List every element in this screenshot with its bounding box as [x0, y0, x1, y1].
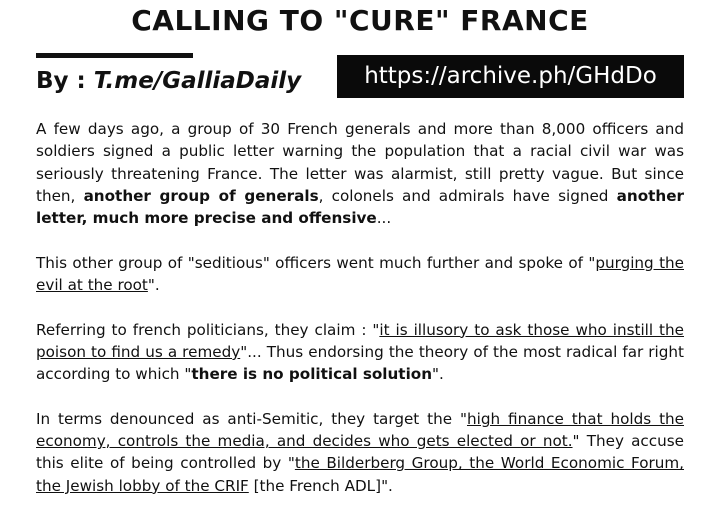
- byline-handle: T.me/GalliaDaily: [93, 68, 302, 94]
- title-underline-rule: [36, 53, 193, 58]
- paragraph-2: [36, 252, 684, 297]
- underlined-quote: it is illusory to ask those who instill the poison to find us a remedy: [36, 320, 684, 361]
- underlined-quote: purging the evil at the root: [36, 253, 684, 295]
- text: , colonels and admirals have signed: [318, 186, 617, 205]
- bold-phrase: another group of generals: [83, 186, 319, 205]
- paragraph-3: [36, 319, 684, 386]
- underlined-quote: the Bilderberg Group, the World Economic Forum, the Jewish lobby of the CRIF: [36, 454, 684, 495]
- text: ...: [376, 209, 392, 228]
- text: A few days ago, a group of 30 French generals and more than 8,000 officers and soldiers signed a public letter warning the population that a racial civil war was seriously threatening France. The letter was alarmist, still pretty vague. But since then,: [36, 120, 684, 205]
- archive-url-banner: https://archive.ph/GHdDo: [337, 55, 684, 98]
- article-body: [36, 118, 684, 519]
- text: " They accuse this elite of being controlled by ": [36, 432, 684, 473]
- text: In terms denounced as anti-Semitic, they target the ": [36, 409, 467, 428]
- text: Referring to french politicians, they claim : ": [36, 320, 380, 339]
- text: "... Thus endorsing the theory of the most radical far right according to which ": [36, 342, 684, 384]
- paragraph-1: [36, 118, 684, 229]
- paragraph-4: [36, 408, 684, 497]
- underlined-quote: high finance that holds the economy, controls the media, and decides who gets elected or not.: [36, 409, 684, 451]
- text: ".: [147, 276, 160, 295]
- bold-phrase: there is no political solution: [191, 365, 433, 384]
- text: ".: [432, 365, 444, 384]
- byline-prefix: By :: [36, 68, 94, 94]
- page-title: CALLING TO "CURE" FRANCE: [131, 4, 589, 37]
- bold-phrase: another letter, much more precise and offensive: [36, 186, 684, 228]
- text: This other group of "seditious" officers went much further and spoke of ": [36, 253, 596, 272]
- byline: [36, 68, 301, 94]
- text: [the French ADL]".: [248, 476, 393, 495]
